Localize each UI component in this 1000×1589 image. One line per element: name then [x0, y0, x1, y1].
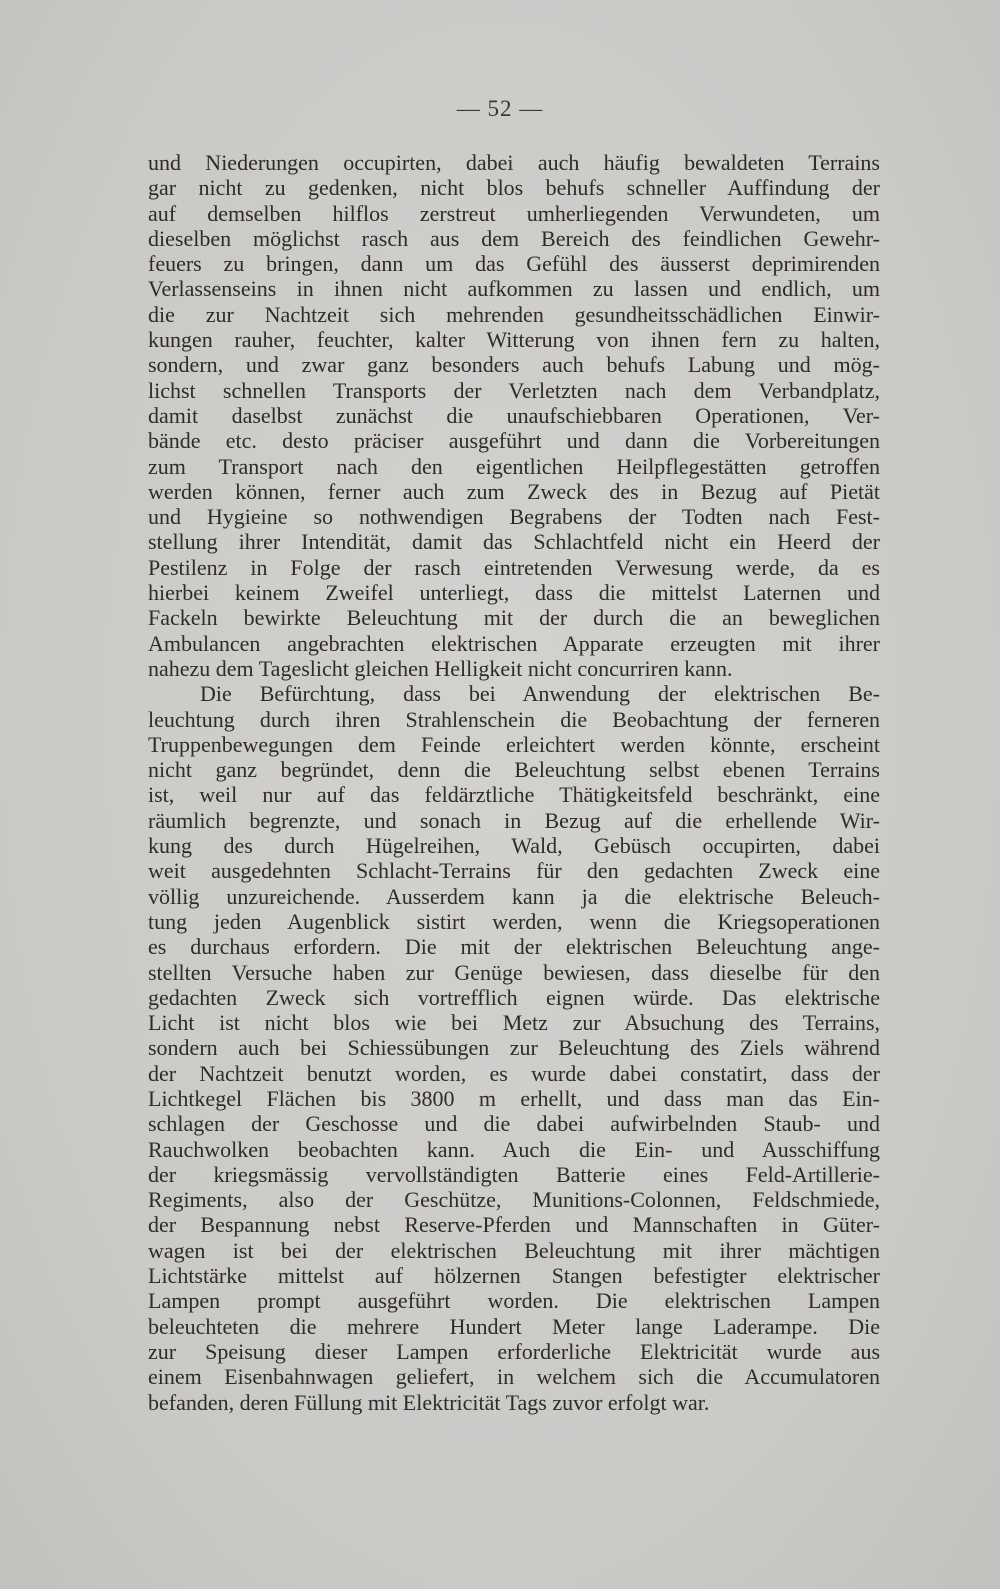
- text-line: leuchtung durch ihren Strahlenschein die Beobachtung der ferneren: [148, 706, 880, 732]
- text-line: schlagen der Geschosse und die dabei aufwirbelnden Staub- und: [148, 1111, 880, 1137]
- text-line: feuers zu bringen, dann um das Gefühl des äusserst deprimirenden: [148, 251, 880, 277]
- text-line: ist, weil nur auf das feldärztliche Thätigkeitsfeld beschränkt, eine: [148, 782, 880, 808]
- text-line: Lichtstärke mittelst auf hölzernen Stangen befestigter elektrischer: [148, 1263, 880, 1289]
- text-line: sondern, und zwar ganz besonders auch behufs Labung und mög-: [148, 352, 880, 378]
- text-line: völlig unzureichende. Ausserdem kann ja die elektrische Beleuch-: [148, 883, 880, 909]
- text-line: der kriegsmässig vervollständigten Batterie eines Feld-Artillerie-: [148, 1161, 880, 1187]
- text-line: gedachten Zweck sich vortrefflich eignen würde. Das elektrische: [148, 984, 880, 1010]
- text-line: Die Befürchtung, dass bei Anwendung der elektrischen Be-: [200, 681, 880, 707]
- text-line: dieselben möglichst rasch aus dem Bereich des feindlichen Gewehr-: [148, 225, 880, 251]
- text-line: Rauchwolken beobachten kann. Auch die Ein- und Ausschiffung: [148, 1136, 880, 1162]
- text-line: und Hygieine so nothwendigen Begrabens der Todten nach Fest-: [148, 504, 880, 530]
- text-line: damit daselbst zunächst die unaufschiebbaren Operationen, Ver-: [148, 402, 880, 428]
- text-line: der Nachtzeit benutzt worden, es wurde dabei constatirt, dass der: [148, 1060, 880, 1086]
- text-line: Lichtkegel Flächen bis 3800 m erhellt, und dass man das Ein-: [148, 1085, 880, 1111]
- text-line: Pestilenz in Folge der rasch eintretenden Verwesung werde, da es: [148, 554, 880, 580]
- text-line: wagen ist bei der elektrischen Beleuchtung mit ihrer mächtigen: [148, 1237, 880, 1263]
- text-line: stellung ihrer Intendität, damit das Schlachtfeld nicht ein Heerd der: [148, 529, 880, 555]
- text-line: und Niederungen occupirten, dabei auch häufig bewaldeten Terrains: [148, 150, 880, 175]
- text-line: auf demselben hilflos zerstreut umherliegenden Verwundeten, um: [148, 200, 880, 226]
- text-line: beleuchteten die mehrere Hundert Meter lange Laderampe. Die: [148, 1313, 880, 1339]
- text-line: Verlassenseins in ihnen nicht aufkommen zu lassen und endlich, um: [148, 276, 880, 302]
- text-line: räumlich begrenzte, und sonach in Bezug auf die erhellende Wir-: [148, 807, 880, 833]
- text-line: zur Speisung dieser Lampen erforderliche Elektricität wurde aus: [148, 1338, 880, 1364]
- text-line: es durchaus erfordern. Die mit der elektrischen Beleuchtung ange-: [148, 934, 880, 960]
- text-line: weit ausgedehnten Schlacht-Terrains für den gedachten Zweck eine: [148, 858, 880, 884]
- text-line: tung jeden Augenblick sistirt werden, wenn die Kriegsoperationen: [148, 908, 880, 934]
- text-line: werden können, ferner auch zum Zweck des in Bezug auf Pietät: [148, 478, 880, 504]
- text-line: Licht ist nicht blos wie bei Metz zur Absuchung des Terrains,: [148, 1010, 880, 1036]
- text-line: befanden, deren Füllung mit Elektricität Tags zuvor erfolgt war.: [148, 1389, 710, 1415]
- text-line: nicht ganz begründet, denn die Beleuchtung selbst ebenen Terrains: [148, 757, 880, 783]
- text-line: Truppenbewegungen dem Feinde erleichtert werden könnte, erscheint: [148, 731, 880, 757]
- text-line: lichst schnellen Transports der Verletzten nach dem Verbandplatz,: [148, 377, 880, 403]
- text-line: nahezu dem Tageslicht gleichen Helligkeit nicht concurriren kann.: [148, 655, 733, 681]
- text-line: Fackeln bewirkte Beleuchtung mit der durch die an beweglichen: [148, 605, 880, 631]
- text-line: einem Eisenbahnwagen geliefert, in welchem sich die Accumulatoren: [148, 1364, 880, 1390]
- text-line: kung des durch Hügelreihen, Wald, Gebüsch occupirten, dabei: [148, 833, 880, 859]
- text-line: stellten Versuche haben zur Genüge bewiesen, dass dieselbe für den: [148, 959, 880, 985]
- text-line: Lampen prompt ausgeführt worden. Die elektrischen Lampen: [148, 1288, 880, 1314]
- text-line: hierbei keinem Zweifel unterliegt, dass die mittelst Laternen und: [148, 580, 880, 606]
- text-line: kungen rauher, feuchter, kalter Witterung von ihnen fern zu halten,: [148, 327, 880, 353]
- text-line: bände etc. desto präciser ausgeführt und dann die Vorbereitungen: [148, 428, 880, 454]
- text-line: gar nicht zu gedenken, nicht blos behufs schneller Auffindung der: [148, 175, 880, 201]
- page-number: — 52 —: [456, 96, 544, 121]
- text-line: Ambulancen angebrachten elektrischen Apparate erzeugten mit ihrer: [148, 630, 880, 656]
- text-line: Regiments, also der Geschütze, Munitions-Colonnen, Feldschmiede,: [148, 1187, 880, 1213]
- text-line: zum Transport nach den eigentlichen Heilpflegestätten getroffen: [148, 453, 880, 479]
- body-text: [148, 150, 880, 1415]
- text-line: die zur Nachtzeit sich mehrenden gesundheitsschädlichen Einwir-: [148, 301, 880, 327]
- text-line: sondern auch bei Schiessübungen zur Beleuchtung des Ziels während: [148, 1035, 880, 1061]
- text-line: der Bespannung nebst Reserve-Pferden und Mannschaften in Güter-: [148, 1212, 880, 1238]
